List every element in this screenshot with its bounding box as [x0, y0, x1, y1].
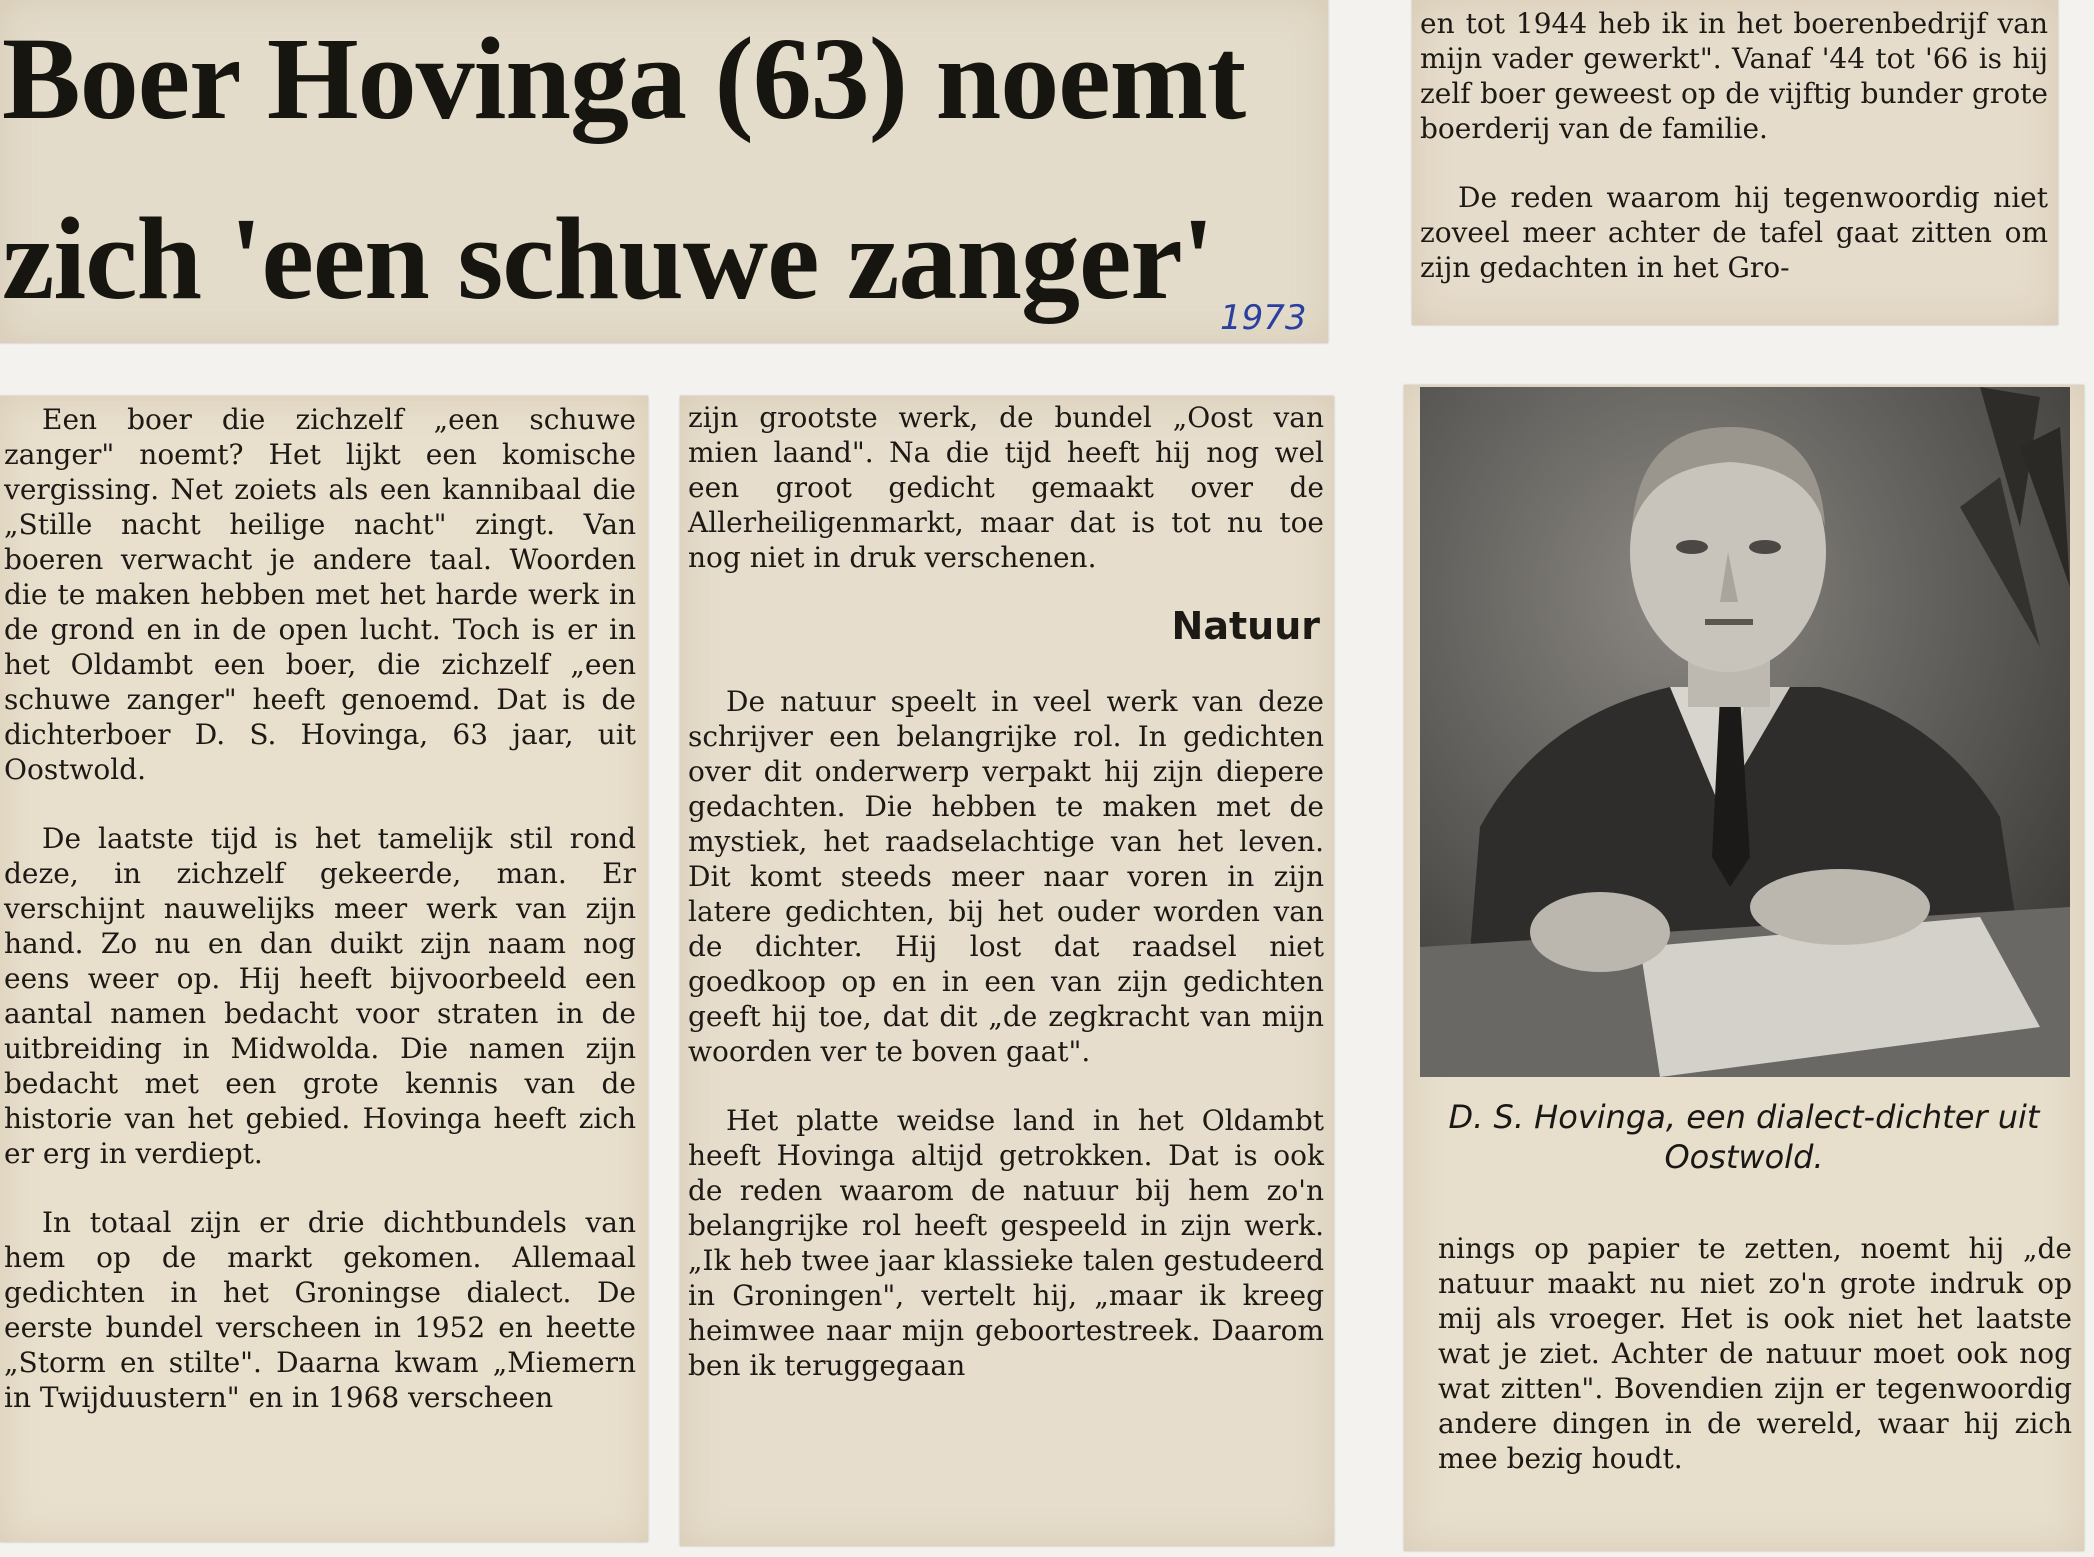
headline-line-2: zich 'een schuwe zanger'	[2, 193, 1214, 324]
portrait-illustration	[1420, 387, 2070, 1077]
column-2-text	[688, 400, 1324, 1417]
paragraph: nings op papier te zetten, noemt hij „de natuur maakt nu niet zo'n grote indruk op mij als vroeger. Het is ook niet het laatste wat je ziet. Achter de natuur moet ook nog wat zitten". Bovendien zijn er tegenwoordig andere dingen in de wereld, waar hij zich mee bezig houdt.	[1438, 1232, 2072, 1475]
paragraph: De reden waarom hij tegenwoordig niet zoveel meer achter de tafel gaat zitten om zijn gedachten in het Gro-	[1420, 181, 2048, 284]
headline-clipping	[0, 0, 1328, 343]
paragraph: De natuur speelt in veel werk van deze schrijver een belangrijke rol. In gedichten over dit onderwerp verpakt hij zijn diepere gedachten. Die hebben te maken met de mystiek, het raadselachtige van het leven. Dit komt steeds meer naar voren in zijn latere gedichten, bij het ouder worden van de dichter. Hij lost dat raadsel niet goedkoop op en in een van zijn gedichten geeft hij toe, dat dit „de zegkracht van mijn woorden ver te boven gaat".	[688, 685, 1324, 1068]
portrait-photo	[1420, 387, 2070, 1077]
headline-line-1: Boer Hovinga (63) noemt	[2, 13, 1246, 144]
top-right-clipping	[1412, 0, 2058, 325]
paragraph: Het platte weidse land in het Oldambt heeft Hovinga altijd getrokken. Dat is ook de reden waarom de natuur bij hem zo'n belangrijke rol heeft gespeeld in zijn werk. „Ik heb twee jaar klassieke talen gestudeerd in Groningen", vertelt hij, „maar ik kreeg heimwee naar mijn geboortestreek. Daarom ben ik teruggegaan	[688, 1104, 1324, 1382]
photo-clipping	[1404, 385, 2084, 1551]
paragraph: Een boer die zichzelf „een schuwe zanger" noemt? Het lijkt een komische vergissing. Net zoiets als een kannibaal die „Stille nacht heilige nacht" zingt. Van boeren verwacht je andere taal. Woorden die te maken hebben met het harde werk in de grond en in de open lucht. Toch is er in het Oldambt een boer, die zichzelf „een schuwe zanger" heeft genoemd. Dat is de dichterboer D. S. Hovinga, 63 jaar, uit Oostwold.	[4, 403, 636, 786]
handwritten-date: 1973	[1220, 298, 1307, 338]
paragraph: In totaal zijn er drie dichtbundels van hem op de markt gekomen. Allemaal gedichten in het Groningse dialect. De eerste bundel verscheen in 1952 en heette „Storm en stilte". Daarna kwam „Miemern in Twijduustern" en in 1968 verscheen	[4, 1206, 636, 1414]
photo-caption: D. S. Hovinga, een dialect-dichter uit Oostwold.	[1448, 1098, 2040, 1176]
top-right-text-block	[1420, 6, 2048, 319]
paragraph: De laatste tijd is het tamelijk stil rond deze, in zichzelf gekeerde, man. Er verschijnt nauwelijks meer werk van zijn hand. Zo nu en dan duikt zijn naam nog eens weer op. Hij heeft bijvoorbeeld een aantal namen bedacht voor straten in de uitbreiding in Midwolda. Die namen zijn bedacht met een grote kennis van de historie van het gebied. Hovinga heeft zich er erg in verdiept.	[4, 822, 636, 1170]
paragraph: zijn grootste werk, de bundel „Oost van mien laand". Na die tijd heeft hij nog wel een groot gedicht gemaakt over de Allerheiligenmarkt, maar dat is tot nu toe nog niet in druk verschenen.	[688, 401, 1324, 574]
article-column-2	[680, 396, 1334, 1546]
column-1-text	[4, 402, 636, 1449]
section-subheading: Natuur	[1171, 604, 1320, 648]
paragraph: en tot 1944 heb ik in het boerenbedrijf van mijn vader gewerkt". Vanaf '44 tot '66 is hij zelf boer geweest op de vijftig bunder grote boerderij van de familie.	[1420, 7, 2048, 145]
column-3-text	[1438, 1231, 2072, 1510]
article-column-1	[0, 396, 648, 1542]
